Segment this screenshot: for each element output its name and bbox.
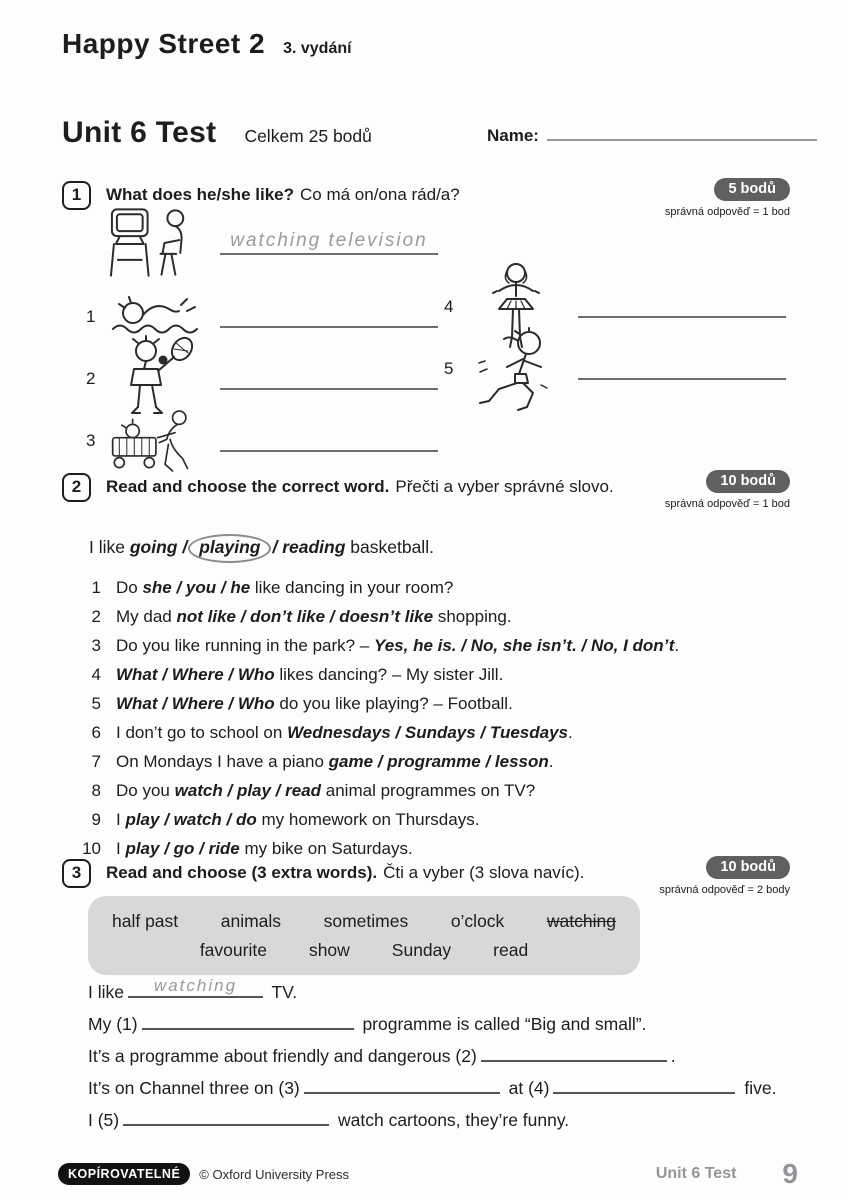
exercise-3-number: 3 [62,859,91,888]
header [62,28,352,60]
text-segment: likes dancing? – My sister Jill. [274,665,504,684]
exercise-2-points [665,470,790,510]
text-segment: do you like playing? – Football. [274,694,513,713]
word-bank-word: animals [220,911,282,931]
item-number: 7 [91,752,101,771]
text-segment: game / programme / lesson [328,752,549,771]
page-number: 9 [782,1158,798,1189]
exercise-2-items [62,579,790,859]
text-segment: basketball. [345,537,434,557]
word-bank-row [108,938,620,962]
fill-blank [304,1078,500,1094]
item-number: 9 [91,810,101,829]
item-text [116,724,573,743]
answer-line [220,306,438,328]
answer-line [578,358,786,380]
text-segment: I [116,810,126,829]
text-segment: my bike on Saturdays. [239,839,413,858]
exercise-1-points [665,178,790,218]
points-badge: 10 bodů [706,470,790,493]
exercise2-item-4 [75,666,790,685]
text-segment: It’s on Channel three on (3) [88,1078,300,1098]
name-label: Name: [487,126,539,145]
example-answer: watching television [230,230,428,251]
answer-line [220,430,438,452]
text-segment: my homework on Thursdays. [256,810,480,829]
text-segment: I (5) [88,1110,120,1130]
exercise2-item-3 [75,637,790,656]
word-bank-word: o’clock [450,911,505,931]
text-segment: play / go / ride [125,839,240,858]
text-segment: TV. [266,982,298,1002]
brand-edition: 3. vydání [283,40,352,57]
exercise2-item-7 [75,753,790,772]
exercise2-item-9 [75,811,790,830]
item-text [116,637,679,656]
item-number: 5 [91,694,101,713]
item-number: 4 [444,297,454,316]
swimming-illustration [106,295,210,339]
item-number: 5 [444,359,454,378]
answer-line [578,296,786,318]
name-answer-line [547,125,817,141]
fill-blank [128,976,263,998]
exercise2-item-2 [75,608,790,627]
fill-blank [481,1046,667,1062]
watching-tv-illustration [106,205,210,283]
text-segment: five. [739,1078,777,1098]
item-number: 2 [91,607,101,626]
item-number: 10 [82,839,101,858]
text-segment: watch / play / read [174,781,322,800]
exercise-2-example-sentence [89,534,790,563]
text-segment: Do you [116,781,175,800]
item-text [116,579,453,598]
item-number: 3 [91,636,101,655]
points-note: správná odpověď = 1 bod [664,206,790,218]
exercise-3-sentences [88,976,790,1142]
exercise2-item-8 [75,782,790,801]
fill-blank [142,1014,354,1030]
exercise-2-title: Read and choose the correct word. Přečti a vyber správné slovo. [106,477,614,496]
exercise3-sentence-2 [88,1014,790,1046]
word-bank [88,896,640,975]
exercise-1-number: 1 [62,181,91,210]
text-segment: programme is called “Big and small”. [357,1014,647,1034]
text-segment: Do you like running in the park? – [116,636,374,655]
word-bank-word: read [493,940,529,960]
page-title: Unit 6 Test [62,116,217,149]
exercise3-sentence-1 [88,976,790,1014]
title-row [62,116,790,150]
exercise-3-title: Read and choose (3 extra words). Čti a vyber (3 slova navíc). [106,863,585,882]
item-number: 2 [86,369,96,388]
exercise3-sentence-5 [88,1110,790,1142]
pushing-cot-illustration [106,401,210,481]
item-number: 3 [86,431,96,450]
text-segment: watch cartoons, they’re funny. [333,1110,570,1130]
exercise3-sentence-4 [88,1078,790,1110]
text-segment: Do [116,578,143,597]
text-segment: I like [89,537,130,557]
total-points-label: Celkem 25 bodů [244,126,372,146]
name-block [487,125,817,146]
item-text [116,840,413,859]
text-segment: animal programmes on TV? [321,781,536,800]
text-segment: Wednesdays / Sundays / Tuesdays [287,723,568,742]
text-segment: I like [88,982,124,1002]
item-number: 6 [91,723,101,742]
word-bank-word: sometimes [323,911,409,931]
item-text [116,782,535,801]
text-segment: . [568,723,573,742]
points-note: správná odpověď = 1 bod [664,498,790,510]
exercise2-item-1 [75,579,790,598]
item-number: 1 [86,307,96,326]
text-segment: . [670,1046,676,1066]
item-text [116,753,554,772]
exercise-3-points [659,856,790,896]
exercise2-item-6 [75,724,790,743]
exercise3-sentence-3 [88,1046,790,1078]
fill-blank [123,1110,329,1126]
exercise-2 [62,472,790,858]
answer-line [220,230,438,255]
text-segment: going / [129,537,188,557]
item-text [116,811,479,830]
answer-line [220,368,438,390]
exercise-1-title: What does he/she like? Co má on/ona rád/a? [106,185,460,204]
item-text [116,666,503,685]
item-text [116,695,513,714]
exercise1-example-row [86,202,438,286]
points-badge: 10 bodů [706,856,790,879]
item-text [116,608,512,627]
text-segment: shopping. [433,607,512,626]
footer-unit-label: Unit 6 Test [655,1165,737,1182]
crossed-out-word: watching [546,911,616,931]
points-note: správná odpověď = 2 body [659,884,790,896]
example-answer: watching [153,976,238,995]
running-illustration [464,327,568,412]
exercise1-item-5 [444,338,786,400]
text-segment: I [116,839,126,858]
item-number: 4 [91,665,101,684]
text-segment: like dancing in your room? [250,578,454,597]
exercise-3-header [62,858,790,896]
exercise-2-number: 2 [62,473,91,502]
circled-answer: playing [188,534,271,563]
word-bank-word: Sunday [391,940,452,960]
text-segment: What / Where / Who [116,694,275,713]
text-segment: Yes, he is. / No, she isn’t. / No, I don’t [374,636,675,655]
text-segment: It’s a programme about friendly and dangerous (2) [88,1046,477,1066]
word-bank-word: half past [112,911,179,931]
text-segment: My dad [116,607,177,626]
text-segment: not like / don’t like / doesn’t like [176,607,434,626]
text-segment: . [674,636,680,655]
copyable-badge: KOPÍROVATELNÉ [58,1163,190,1185]
word-bank-word: favourite [199,940,267,960]
page-footer [58,1158,798,1190]
text-segment: I don’t go to school on [116,723,288,742]
text-segment: . [548,752,554,771]
item-number: 1 [91,578,101,597]
exercise-1-right-column [444,276,786,400]
exercise-1-left-column [86,202,438,472]
brand-title: Happy Street 2 [62,28,266,59]
word-bank-row [108,909,620,933]
exercise-3 [62,858,790,1148]
points-badge: 5 bodů [714,178,790,201]
exercise2-item-5 [75,695,790,714]
fill-blank [553,1078,735,1094]
text-segment: My (1) [88,1014,138,1034]
text-segment: What / Where / Who [116,665,275,684]
item-number: 8 [91,781,101,800]
word-bank-word: show [308,940,350,960]
text-segment: / reading [272,537,346,557]
text-segment: On Mondays I have a piano [116,752,329,771]
exercise-1 [62,180,790,470]
publisher-credit: © Oxford University Press [199,1166,350,1182]
exercise1-item-3 [86,410,438,472]
text-segment: play / watch / do [125,810,257,829]
text-segment: she / you / he [142,578,251,597]
exercise-2-header [62,472,790,510]
text-segment: at (4) [503,1078,550,1098]
